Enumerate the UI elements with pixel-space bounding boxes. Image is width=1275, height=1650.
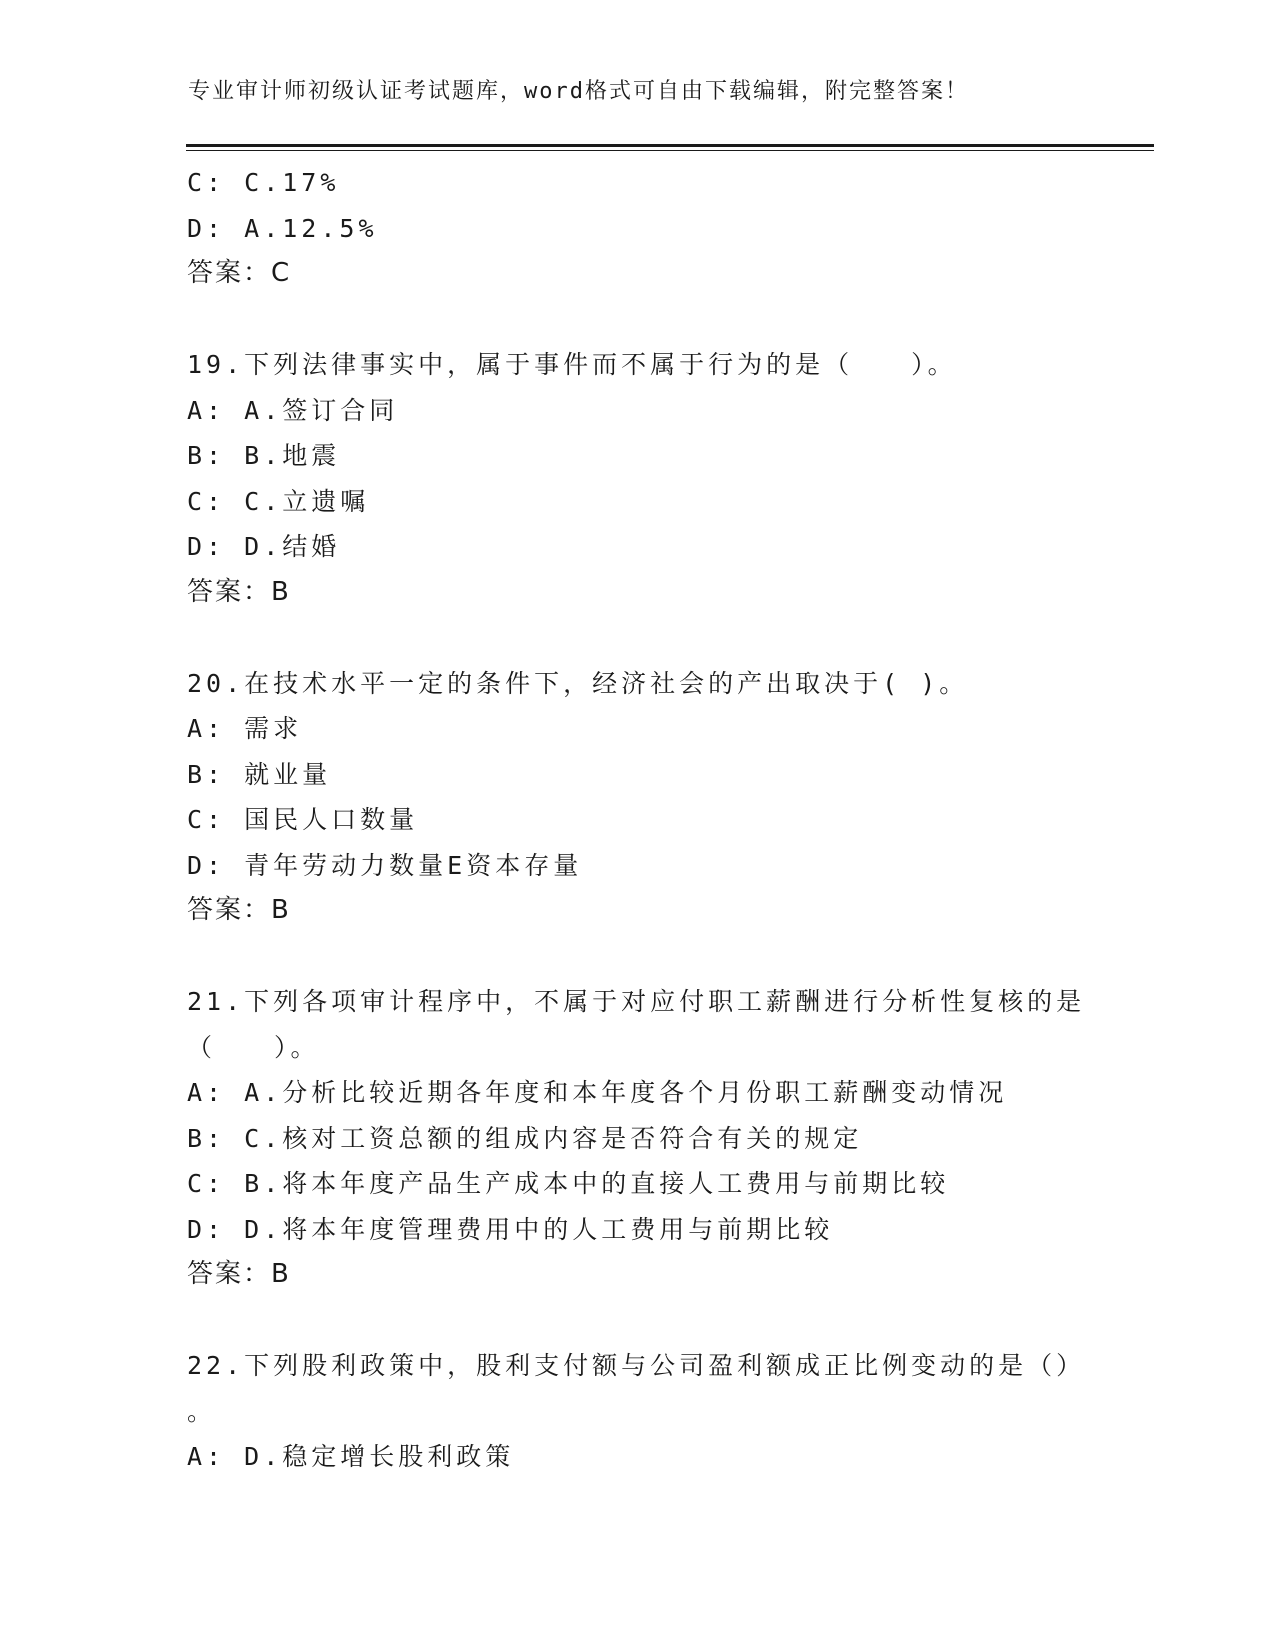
option-line: B: B.地震: [187, 441, 341, 470]
option-line: D: D.将本年度管理费用中的人工费用与前期比较: [187, 1214, 834, 1244]
question-stem: 22.下列股利政策中，股利支付额与公司盈利额成正比例变动的是（）: [187, 1351, 1086, 1380]
document-header: 专业审计师初级认证考试题库，word格式可自由下载编辑，附完整答案！: [188, 79, 969, 104]
spacer: [187, 615, 1087, 661]
question-stem-continuation: （ ）。: [187, 1032, 320, 1062]
question-stem: 19.下列法律事实中，属于事件而不属于行为的是（ ）。: [187, 350, 957, 379]
option-line: C: 国民人口数量: [187, 805, 419, 834]
option-line: A: 需求: [187, 714, 303, 743]
option-line: C: C.立遗嘱: [187, 486, 370, 516]
option-line: C: B.将本年度产品生产成本中的直接人工费用与前期比较: [187, 1169, 950, 1198]
option-line: A: D.稳定增长股利政策: [187, 1442, 515, 1471]
option-line: D: 青年劳动力数量E资本存量: [187, 850, 583, 880]
header-divider: [186, 144, 1154, 151]
spacer: [187, 297, 1087, 343]
option-line: D: D.结婚: [187, 532, 341, 561]
question-stem: 20.在技术水平一定的条件下，经济社会的产出取决于( )。: [187, 668, 969, 698]
answer-line: 答案：B: [187, 895, 291, 925]
option-line: A: A.分析比较近期各年度和本年度各个月份职工薪酬变动情况: [187, 1078, 1008, 1107]
option-line: D: A.12.5%: [187, 213, 378, 243]
spacer: [187, 1298, 1087, 1344]
answer-line: 答案：B: [187, 576, 291, 607]
option-line: B: 就业量: [187, 759, 332, 789]
question-list: [187, 160, 1087, 1480]
question-stem-continuation: 。: [187, 1396, 217, 1426]
option-line: B: C.核对工资总额的组成内容是否符合有关的规定: [187, 1123, 863, 1153]
answer-line: 答案：B: [187, 1259, 291, 1289]
question-stem: 21.下列各项审计程序中，不属于对应付职工薪酬进行分析性复核的是: [187, 987, 1086, 1016]
option-line: C: C.17%: [187, 168, 340, 197]
option-line: A: A.签订合同: [187, 395, 399, 425]
answer-line: 答案：C: [187, 258, 292, 288]
spacer: [187, 934, 1087, 980]
